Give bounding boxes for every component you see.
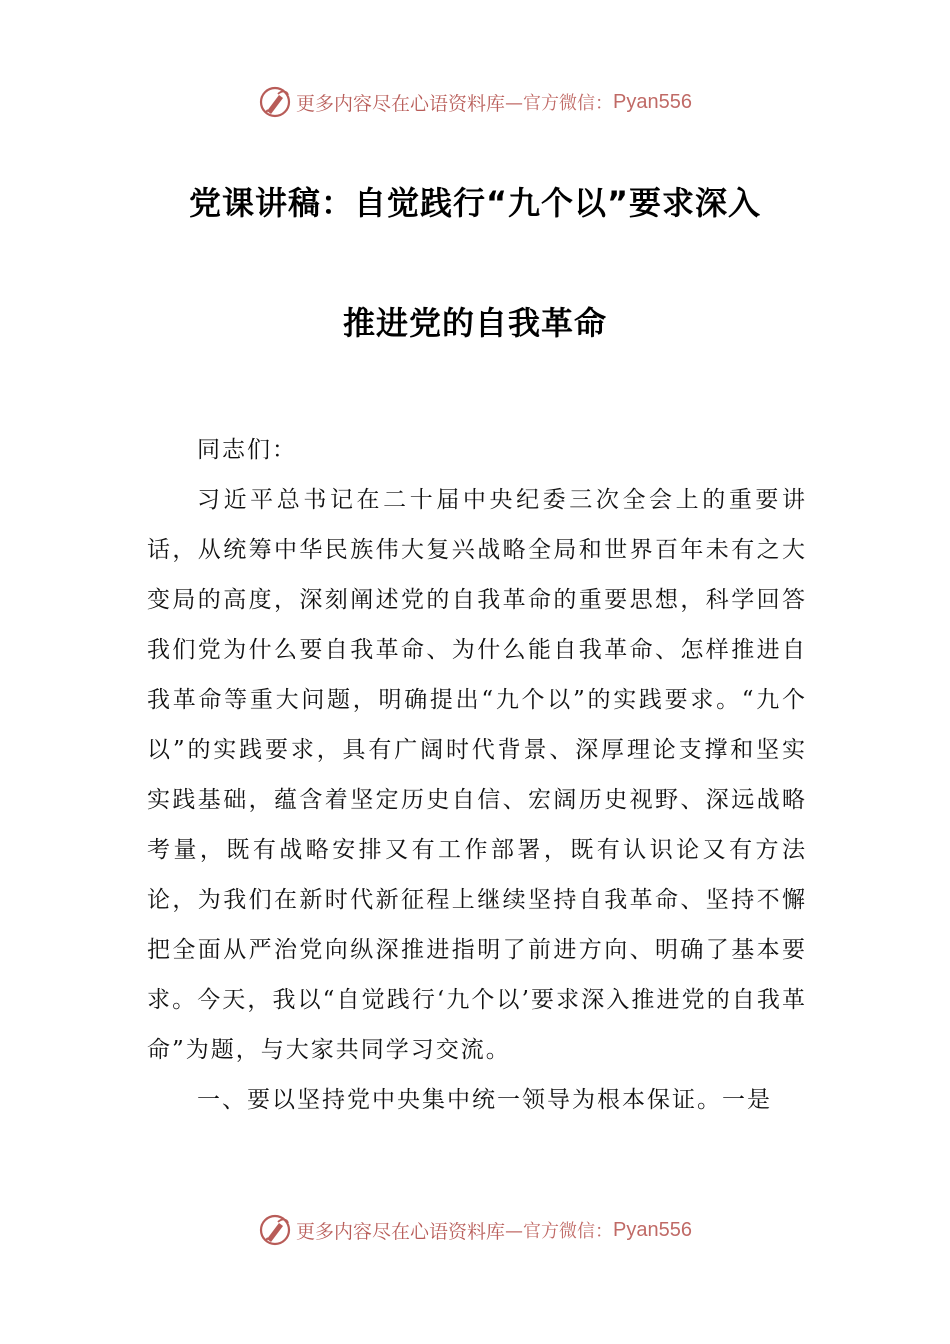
watermark-banner-bottom (0, 1210, 950, 1250)
watermark-wechat-id: Pyan556 (613, 90, 692, 113)
watermark-official-label: —官方微信： (505, 93, 614, 114)
document-title-line-1: 党课讲稿：自觉践行“九个以”要求深入 (188, 184, 762, 222)
watermark-main-text: 更多内容尽在心语资料库 (296, 92, 506, 115)
paragraph-intro: 习近平总书记在二十届中央纪委三次全会上的重要讲话，从统筹中华民族伟大复兴战略全局和世界百年未有之大变局的高度，深刻阐述党的自我革命的重要思想，科学回答我们党为什么要自我革命、为什么能自我革命、怎样推进自我革命等重大问题，明确提出“九个以”的实践要求。“九个以”的实践要求，具有广阔时代背景、深厚理论支撑和坚实实践基础，蕴含着坚定历史自信、宏阔历史视野、深远战略考量，既有战略安排又有工作部署，既有认识论又有方法论，为我们在新时代新征程上继续坚持自我革命、坚持不懈把全面从严治党向纵深推进指明了前进方向、明确了基本要求。今天，我以“自觉践行‘九个以’要求深入推进党的自我革命”为题，与大家共同学习交流。 (147, 487, 807, 1063)
document-body (147, 425, 807, 1125)
watermark-main-text: 更多内容尽在心语资料库 (296, 1220, 506, 1243)
greeting: 同志们： (197, 437, 297, 463)
watermark-official-label: —官方微信： (505, 1221, 614, 1242)
pen-nib-icon (258, 1213, 292, 1247)
watermark-wechat-id: Pyan556 (613, 1218, 692, 1241)
pen-nib-icon (258, 85, 292, 119)
watermark-banner-top (0, 82, 950, 122)
paragraph-section-one: 一、要以坚持党中央集中统一领导为根本保证。一是 (197, 1087, 772, 1113)
document-title-line-2: 推进党的自我革命 (342, 304, 607, 342)
